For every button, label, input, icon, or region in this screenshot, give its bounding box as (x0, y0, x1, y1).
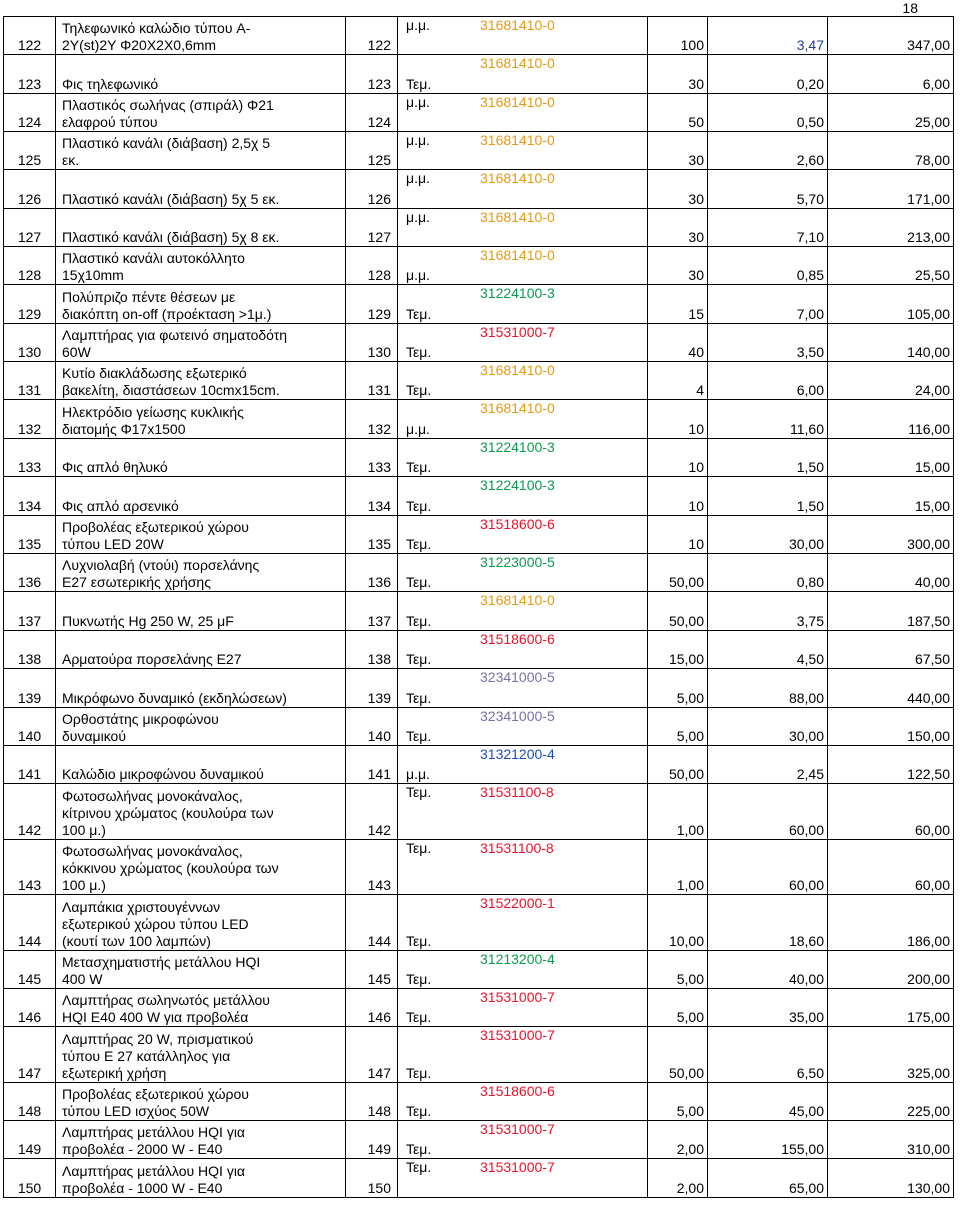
item-number: 134 (4, 477, 56, 516)
unit-price: 30,00 (708, 516, 828, 554)
unit-and-code-cell (398, 362, 648, 400)
item-number: 135 (4, 516, 56, 554)
table-row (4, 840, 954, 895)
quantity: 15,00 (648, 631, 708, 669)
quantity: 30 (648, 247, 708, 285)
item-number: 125 (4, 132, 56, 170)
quantity: 50,00 (648, 592, 708, 631)
line-total: 116,00 (828, 400, 954, 439)
unit-and-code-cell (398, 132, 648, 170)
unit-price: 1,50 (708, 439, 828, 477)
item-reference: 145 (346, 951, 398, 989)
table-row (4, 209, 954, 247)
item-number: 122 (4, 17, 56, 55)
cpv-code: 31224100-3 (480, 285, 555, 301)
item-number: 141 (4, 746, 56, 784)
cpv-code: 32341000-5 (480, 708, 555, 724)
table-row (4, 170, 954, 209)
item-reference: 148 (346, 1083, 398, 1121)
cpv-code: 31213200-4 (480, 951, 555, 967)
table-row (4, 708, 954, 746)
item-reference: 129 (346, 285, 398, 324)
item-description: Πυκνωτής Hg 250 W, 25 μF (56, 592, 346, 631)
cpv-code: 31681410-0 (480, 592, 555, 608)
item-reference: 143 (346, 840, 398, 895)
item-number: 137 (4, 592, 56, 631)
item-number: 142 (4, 784, 56, 840)
item-reference: 131 (346, 362, 398, 400)
unit-of-measure: Τεμ. (406, 1065, 432, 1081)
item-reference: 130 (346, 324, 398, 362)
table-row (4, 1159, 954, 1198)
unit-price: 155,00 (708, 1121, 828, 1159)
unit-and-code-cell (398, 989, 648, 1027)
unit-of-measure: Τεμ. (406, 382, 432, 398)
item-number: 145 (4, 951, 56, 989)
quantity: 10 (648, 439, 708, 477)
item-reference: 123 (346, 55, 398, 94)
item-number: 127 (4, 209, 56, 247)
table-row (4, 1027, 954, 1083)
line-total: 200,00 (828, 951, 954, 989)
item-description: Φις απλό θηλυκό (56, 439, 346, 477)
quantity: 30 (648, 132, 708, 170)
item-description: Λαμπτήρας για φωτεινό σηματοδότη 60W (56, 324, 346, 362)
item-description: Κυτίο διακλάδωσης εξωτερικό βακελίτη, διαστάσεων 10cmx15cm. (56, 362, 346, 400)
line-total: 15,00 (828, 477, 954, 516)
line-total: 78,00 (828, 132, 954, 170)
unit-price: 11,60 (708, 400, 828, 439)
cpv-code: 31224100-3 (480, 477, 555, 493)
unit-of-measure: Τεμ. (406, 344, 432, 360)
item-number: 132 (4, 400, 56, 439)
item-description: Λαμπτήρας μετάλλου HQI για προβολέα - 2000 W - E40 (56, 1121, 346, 1159)
cpv-code: 31518600-6 (480, 631, 555, 647)
item-reference: 147 (346, 1027, 398, 1083)
unit-and-code-cell (398, 554, 648, 592)
line-total: 67,50 (828, 631, 954, 669)
unit-and-code-cell (398, 477, 648, 516)
quantity: 40 (648, 324, 708, 362)
item-number: 133 (4, 439, 56, 477)
unit-and-code-cell (398, 631, 648, 669)
table-row (4, 285, 954, 324)
item-number: 123 (4, 55, 56, 94)
line-total: 347,00 (828, 17, 954, 55)
table-row (4, 400, 954, 439)
unit-of-measure: Τεμ. (406, 971, 432, 987)
quantity: 2,00 (648, 1159, 708, 1198)
item-number: 146 (4, 989, 56, 1027)
quantity: 50,00 (648, 746, 708, 784)
item-reference: 132 (346, 400, 398, 439)
item-number: 147 (4, 1027, 56, 1083)
item-reference: 125 (346, 132, 398, 170)
quantity: 50,00 (648, 554, 708, 592)
quantity: 5,00 (648, 1083, 708, 1121)
unit-of-measure: Τεμ. (406, 498, 432, 514)
line-total: 24,00 (828, 362, 954, 400)
line-total: 60,00 (828, 840, 954, 895)
item-description: Λυχνιολαβή (ντούι) πορσελάνης E27 εσωτερικής χρήσης (56, 554, 346, 592)
unit-of-measure: Τεμ. (406, 1009, 432, 1025)
unit-of-measure: Τεμ. (406, 536, 432, 552)
item-description: Ορθοστάτης μικροφώνου δυναμικού (56, 708, 346, 746)
item-reference: 142 (346, 784, 398, 840)
quantity: 30 (648, 55, 708, 94)
quantity: 50,00 (648, 1027, 708, 1083)
unit-price: 4,50 (708, 631, 828, 669)
cpv-code: 31681410-0 (480, 17, 555, 33)
table-row (4, 324, 954, 362)
table-row (4, 784, 954, 840)
unit-and-code-cell (398, 285, 648, 324)
quantity: 4 (648, 362, 708, 400)
cpv-code: 32341000-5 (480, 669, 555, 685)
quantity: 2,00 (648, 1121, 708, 1159)
line-total: 130,00 (828, 1159, 954, 1198)
table-row (4, 247, 954, 285)
item-reference: 144 (346, 895, 398, 951)
unit-of-measure: Τεμ. (406, 1103, 432, 1119)
item-reference: 128 (346, 247, 398, 285)
quantity: 5,00 (648, 708, 708, 746)
unit-price: 88,00 (708, 669, 828, 708)
item-number: 139 (4, 669, 56, 708)
unit-price: 7,00 (708, 285, 828, 324)
unit-price: 40,00 (708, 951, 828, 989)
table-row (4, 669, 954, 708)
unit-price: 45,00 (708, 1083, 828, 1121)
line-total: 325,00 (828, 1027, 954, 1083)
unit-of-measure: Τεμ. (406, 784, 432, 800)
item-reference: 140 (346, 708, 398, 746)
unit-and-code-cell (398, 840, 648, 895)
unit-of-measure: Τεμ. (406, 1159, 432, 1175)
item-reference: 134 (346, 477, 398, 516)
unit-and-code-cell (398, 1027, 648, 1083)
unit-price: 3,75 (708, 592, 828, 631)
unit-price: 3,47 (708, 17, 828, 55)
unit-of-measure: Τεμ. (406, 459, 432, 475)
item-description: Τηλεφωνικό καλώδιο τύπου A- 2Y(st)2Y Φ20Χ2Χ0,6mm (56, 17, 346, 55)
unit-and-code-cell (398, 55, 648, 94)
quantity: 100 (648, 17, 708, 55)
unit-and-code-cell (398, 784, 648, 840)
unit-of-measure: μ.μ. (406, 17, 430, 33)
unit-of-measure: μ.μ. (406, 267, 430, 283)
unit-of-measure: Τεμ. (406, 574, 432, 590)
unit-and-code-cell (398, 592, 648, 631)
item-reference: 135 (346, 516, 398, 554)
cpv-code: 31531000-7 (480, 1159, 555, 1175)
unit-and-code-cell (398, 247, 648, 285)
item-number: 131 (4, 362, 56, 400)
unit-price: 0,80 (708, 554, 828, 592)
unit-and-code-cell (398, 951, 648, 989)
unit-price: 0,50 (708, 94, 828, 132)
cpv-code: 31531000-7 (480, 1027, 555, 1043)
cpv-code: 31531000-7 (480, 1121, 555, 1137)
item-number: 130 (4, 324, 56, 362)
cpv-code: 31681410-0 (480, 170, 555, 186)
unit-of-measure: μ.μ. (406, 209, 430, 225)
unit-price: 18,60 (708, 895, 828, 951)
unit-and-code-cell (398, 895, 648, 951)
cpv-code: 31518600-6 (480, 516, 555, 532)
item-reference: 122 (346, 17, 398, 55)
unit-and-code-cell (398, 17, 648, 55)
item-reference: 124 (346, 94, 398, 132)
unit-of-measure: Τεμ. (406, 933, 432, 949)
table-row (4, 477, 954, 516)
unit-and-code-cell (398, 516, 648, 554)
quantity: 5,00 (648, 989, 708, 1027)
quantity: 10,00 (648, 895, 708, 951)
line-total: 15,00 (828, 439, 954, 477)
line-total: 6,00 (828, 55, 954, 94)
item-description: Προβολέας εξωτερικού χώρου τύπου LED ισχύος 50W (56, 1083, 346, 1121)
table-row (4, 132, 954, 170)
unit-of-measure: μ.μ. (406, 421, 430, 437)
quantity: 10 (648, 400, 708, 439)
cpv-code: 31681410-0 (480, 94, 555, 110)
item-description: Φωτοσωλήνας μονοκάναλος, κίτρινου χρώματος (κουλούρα των 100 μ.) (56, 784, 346, 840)
unit-of-measure: Τεμ. (406, 690, 432, 706)
table-row (4, 1083, 954, 1121)
cpv-code: 31321200-4 (480, 746, 555, 762)
unit-of-measure: μ.μ. (406, 94, 430, 110)
line-total: 40,00 (828, 554, 954, 592)
table-row (4, 439, 954, 477)
cpv-code: 31681410-0 (480, 400, 555, 416)
table-row (4, 1121, 954, 1159)
unit-and-code-cell (398, 746, 648, 784)
quantity: 50 (648, 94, 708, 132)
unit-price: 7,10 (708, 209, 828, 247)
item-description: Πολύπριζο πέντε θέσεων με διακόπτη on-off (προέκταση >1μ.) (56, 285, 346, 324)
items-table (3, 16, 954, 1198)
table-row (4, 746, 954, 784)
unit-and-code-cell (398, 669, 648, 708)
unit-and-code-cell (398, 439, 648, 477)
item-description: Πλαστικό κανάλι αυτοκόλλητο 15χ10mm (56, 247, 346, 285)
line-total: 175,00 (828, 989, 954, 1027)
table-row (4, 55, 954, 94)
item-reference: 141 (346, 746, 398, 784)
quantity: 1,00 (648, 784, 708, 840)
item-reference: 133 (346, 439, 398, 477)
line-total: 300,00 (828, 516, 954, 554)
cpv-code: 31681410-0 (480, 247, 555, 263)
line-total: 213,00 (828, 209, 954, 247)
quantity: 10 (648, 477, 708, 516)
unit-of-measure: Τεμ. (406, 306, 432, 322)
item-description: Φις τηλεφωνικό (56, 55, 346, 94)
item-description: Λαμπτήρας 20 W, πρισματικού τύπου E 27 κατάλληλος για εξωτερική χρήση (56, 1027, 346, 1083)
unit-of-measure: Τεμ. (406, 613, 432, 629)
item-reference: 127 (346, 209, 398, 247)
quantity: 15 (648, 285, 708, 324)
cpv-code: 31681410-0 (480, 55, 555, 71)
cpv-code: 31223000-5 (480, 554, 555, 570)
cpv-code: 31531100-8 (480, 840, 554, 856)
unit-price: 6,00 (708, 362, 828, 400)
unit-and-code-cell (398, 708, 648, 746)
item-description: Λαμπτήρας μετάλλου HQI για προβολέα - 1000 W - E40 (56, 1159, 346, 1198)
table-row (4, 895, 954, 951)
cpv-code: 31531100-8 (480, 784, 554, 800)
item-description: Καλώδιο μικροφώνου δυναμικού (56, 746, 346, 784)
unit-price: 0,85 (708, 247, 828, 285)
unit-price: 2,45 (708, 746, 828, 784)
item-description: Πλαστικό κανάλι (διάβαση) 2,5χ 5 εκ. (56, 132, 346, 170)
quantity: 5,00 (648, 951, 708, 989)
unit-price: 60,00 (708, 840, 828, 895)
line-total: 187,50 (828, 592, 954, 631)
table-row (4, 951, 954, 989)
table-row (4, 362, 954, 400)
line-total: 60,00 (828, 784, 954, 840)
unit-of-measure: Τεμ. (406, 1141, 432, 1157)
line-total: 122,50 (828, 746, 954, 784)
unit-price: 6,50 (708, 1027, 828, 1083)
item-description: Φωτοσωλήνας μονοκάναλος, κόκκινου χρώματος (κουλούρα των 100 μ.) (56, 840, 346, 895)
unit-of-measure: Τεμ. (406, 728, 432, 744)
item-description: Μικρόφωνο δυναμικό (εκδηλώσεων) (56, 669, 346, 708)
page-number: 18 (902, 0, 918, 16)
item-number: 128 (4, 247, 56, 285)
cpv-code: 31522000-1 (480, 895, 555, 911)
item-number: 148 (4, 1083, 56, 1121)
line-total: 105,00 (828, 285, 954, 324)
item-description: Μετασχηματιστής μετάλλου HQI 400 W (56, 951, 346, 989)
unit-price: 2,60 (708, 132, 828, 170)
unit-and-code-cell (398, 94, 648, 132)
item-reference: 136 (346, 554, 398, 592)
cpv-code: 31681410-0 (480, 209, 555, 225)
item-description: Προβολέας εξωτερικού χώρου τύπου LED 20W (56, 516, 346, 554)
unit-and-code-cell (398, 170, 648, 209)
cpv-code: 31224100-3 (480, 439, 555, 455)
unit-of-measure: Τεμ. (406, 651, 432, 667)
item-description: Αρματούρα πορσελάνης E27 (56, 631, 346, 669)
item-number: 149 (4, 1121, 56, 1159)
table-row (4, 592, 954, 631)
unit-and-code-cell (398, 209, 648, 247)
line-total: 25,50 (828, 247, 954, 285)
quantity: 30 (648, 170, 708, 209)
unit-price: 65,00 (708, 1159, 828, 1198)
line-total: 310,00 (828, 1121, 954, 1159)
item-description: Λαμπτήρας σωληνωτός μετάλλου HQI E40 400 W για προβολέα (56, 989, 346, 1027)
table-row (4, 554, 954, 592)
quantity: 30 (648, 209, 708, 247)
line-total: 225,00 (828, 1083, 954, 1121)
item-description: Πλαστικό κανάλι (διάβαση) 5χ 5 εκ. (56, 170, 346, 209)
item-description: Λαμπάκια χριστουγέννων εξωτερικού χώρου τύπου LED (κουτί των 100 λαμπών) (56, 895, 346, 951)
table-row (4, 516, 954, 554)
unit-price: 5,70 (708, 170, 828, 209)
item-reference: 146 (346, 989, 398, 1027)
item-reference: 137 (346, 592, 398, 631)
item-number: 150 (4, 1159, 56, 1198)
table-row (4, 631, 954, 669)
item-number: 140 (4, 708, 56, 746)
item-reference: 149 (346, 1121, 398, 1159)
unit-of-measure: μ.μ. (406, 170, 430, 186)
line-total: 150,00 (828, 708, 954, 746)
item-description: Πλαστικό κανάλι (διάβαση) 5χ 8 εκ. (56, 209, 346, 247)
quantity: 5,00 (648, 669, 708, 708)
cpv-code: 31531000-7 (480, 324, 555, 340)
line-total: 171,00 (828, 170, 954, 209)
item-description: Φις απλό αρσενικό (56, 477, 346, 516)
cpv-code: 31518600-6 (480, 1083, 555, 1099)
unit-of-measure: Τεμ. (406, 840, 432, 856)
unit-price: 35,00 (708, 989, 828, 1027)
line-total: 440,00 (828, 669, 954, 708)
item-number: 138 (4, 631, 56, 669)
quantity: 10 (648, 516, 708, 554)
table-row (4, 94, 954, 132)
item-number: 144 (4, 895, 56, 951)
item-number: 129 (4, 285, 56, 324)
table-row (4, 17, 954, 55)
unit-and-code-cell (398, 324, 648, 362)
item-number: 143 (4, 840, 56, 895)
unit-and-code-cell (398, 400, 648, 439)
quantity: 1,00 (648, 840, 708, 895)
unit-of-measure: Τεμ. (406, 76, 432, 92)
line-total: 140,00 (828, 324, 954, 362)
item-reference: 138 (346, 631, 398, 669)
unit-price: 3,50 (708, 324, 828, 362)
item-reference: 150 (346, 1159, 398, 1198)
item-description: Πλαστικός σωλήνας (σπιράλ) Φ21 ελαφρού τύπου (56, 94, 346, 132)
unit-and-code-cell (398, 1159, 648, 1198)
unit-price: 0,20 (708, 55, 828, 94)
cpv-code: 31681410-0 (480, 132, 555, 148)
item-reference: 126 (346, 170, 398, 209)
item-description: Ηλεκτρόδιο γείωσης κυκλικής διατομής Φ17x1500 (56, 400, 346, 439)
item-number: 124 (4, 94, 56, 132)
unit-of-measure: μ.μ. (406, 766, 430, 782)
item-reference: 139 (346, 669, 398, 708)
unit-and-code-cell (398, 1121, 648, 1159)
unit-of-measure: μ.μ. (406, 132, 430, 148)
unit-price: 30,00 (708, 708, 828, 746)
table-row (4, 989, 954, 1027)
unit-price: 60,00 (708, 784, 828, 840)
cpv-code: 31681410-0 (480, 362, 555, 378)
cpv-code: 31531000-7 (480, 989, 555, 1005)
line-total: 25,00 (828, 94, 954, 132)
line-total: 186,00 (828, 895, 954, 951)
unit-price: 1,50 (708, 477, 828, 516)
items-table-body (4, 17, 954, 1198)
item-number: 126 (4, 170, 56, 209)
item-number: 136 (4, 554, 56, 592)
unit-and-code-cell (398, 1083, 648, 1121)
